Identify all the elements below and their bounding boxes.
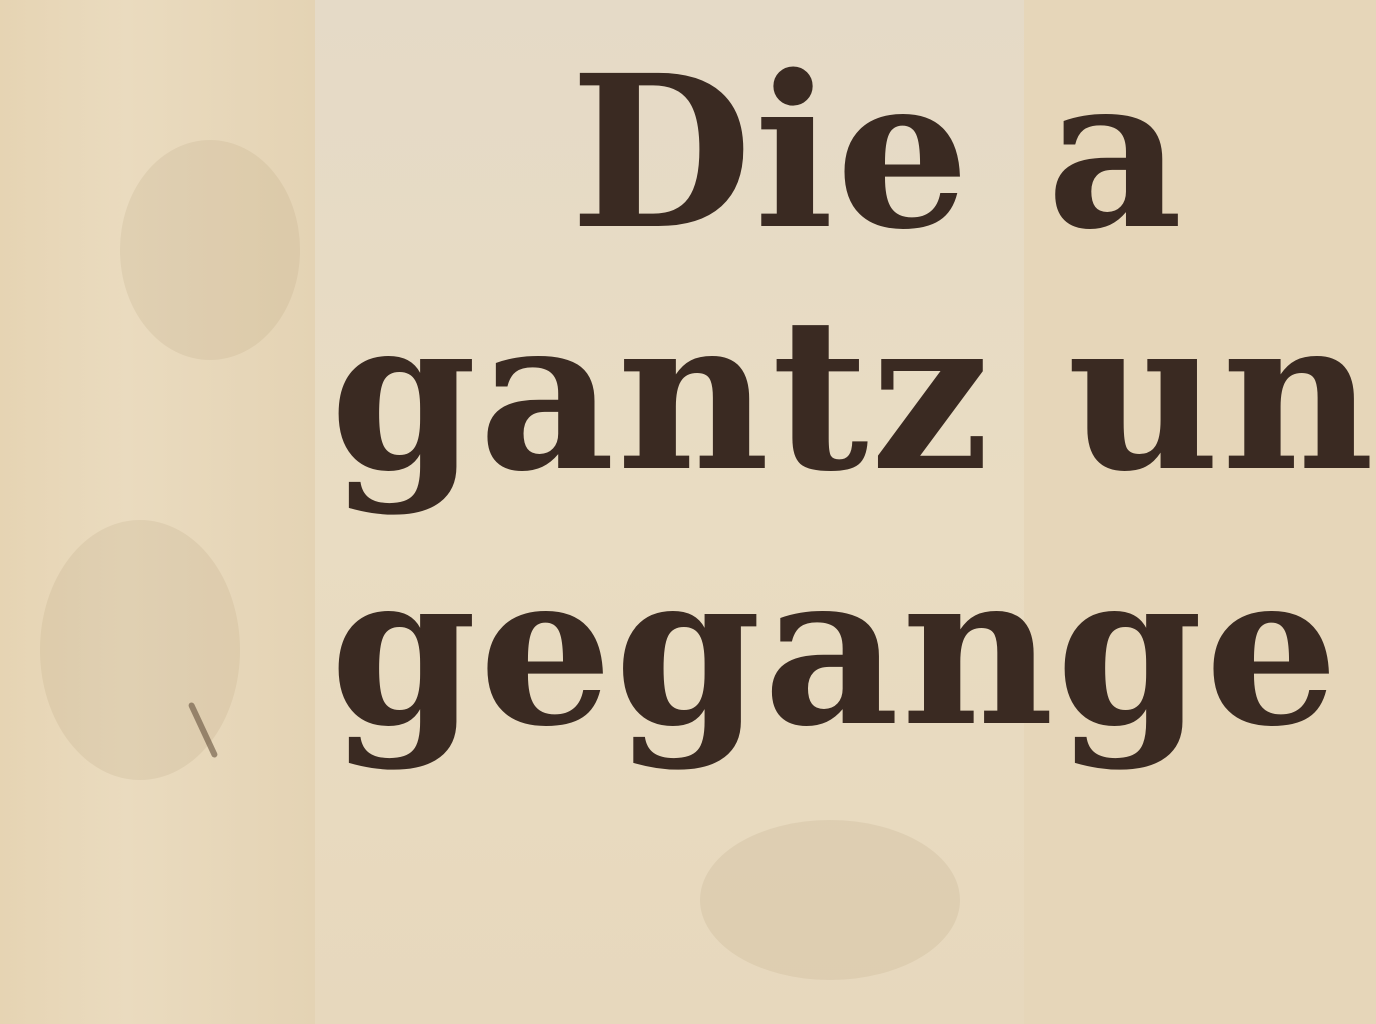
paper-stain <box>700 820 960 980</box>
text-line-3: gegange <box>330 526 1341 773</box>
text-line-1: Die a <box>570 29 1185 276</box>
paper-stain <box>120 140 300 360</box>
text-line-2: gantz un <box>330 271 1376 518</box>
page-margin <box>0 0 315 1024</box>
